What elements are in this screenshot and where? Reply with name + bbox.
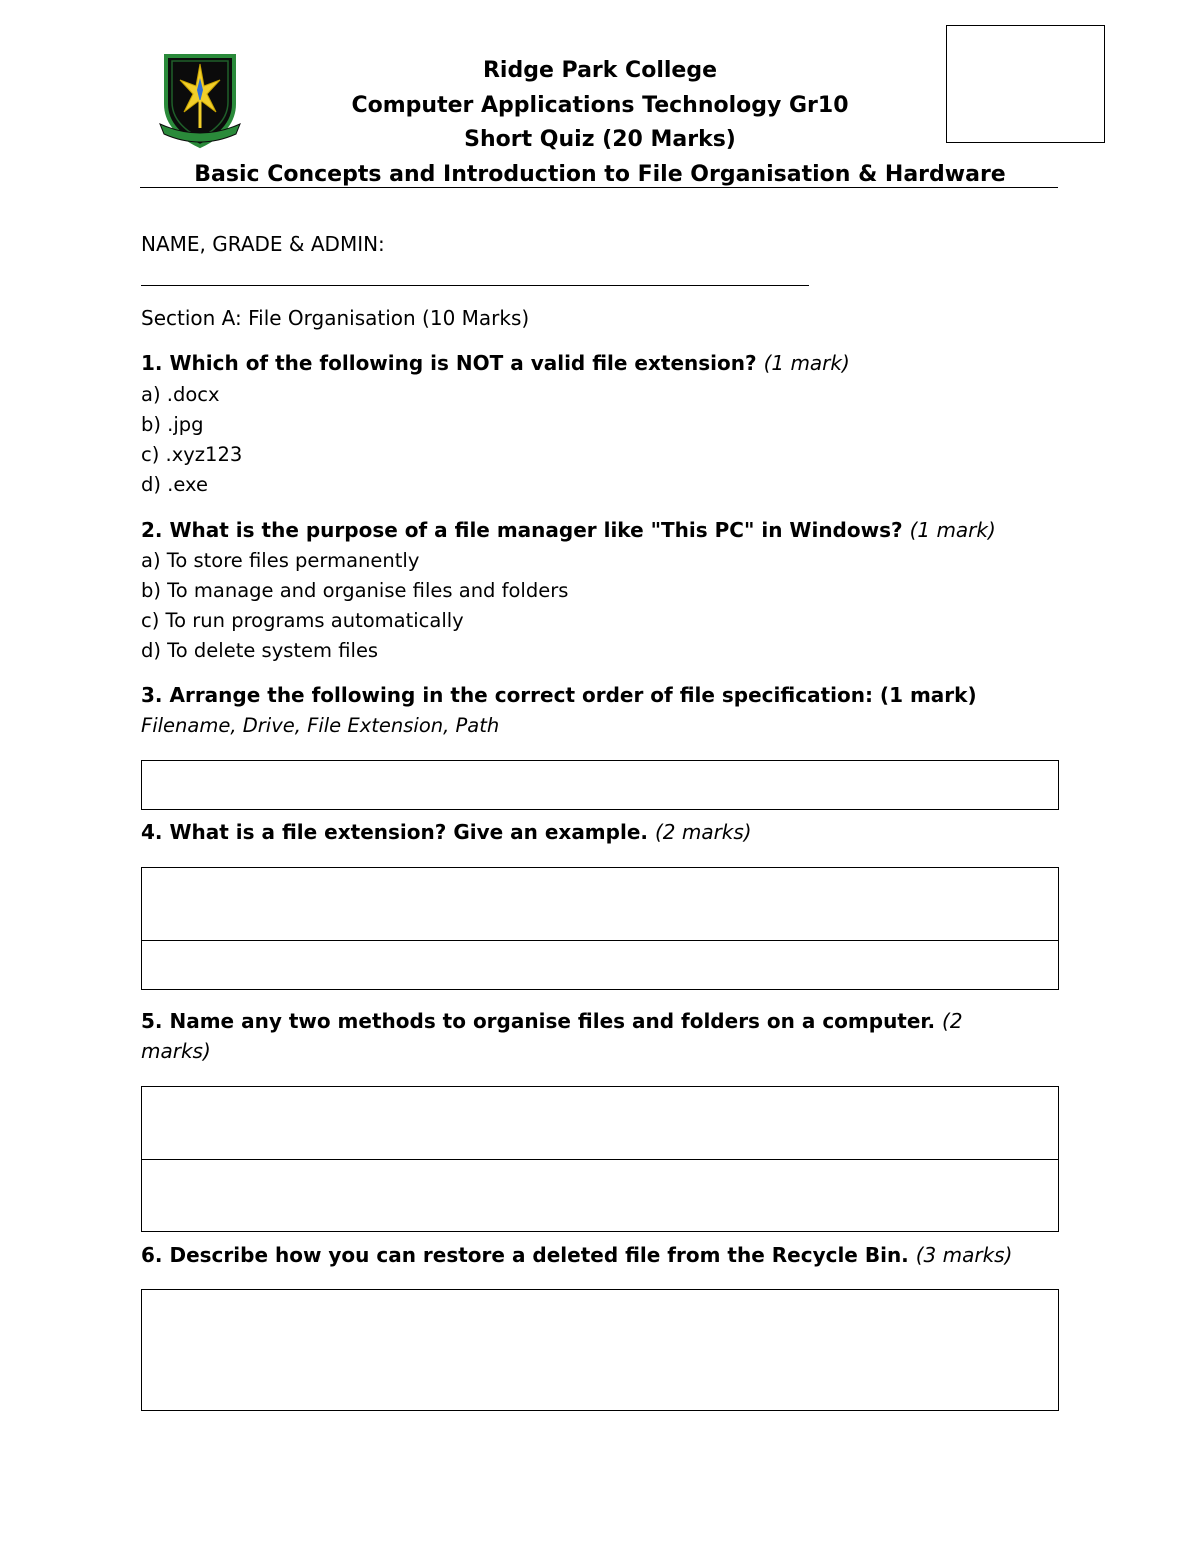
question-5	[141, 1009, 963, 1033]
quiz-header	[140, 54, 1060, 192]
question-4	[141, 820, 752, 844]
question-5-text: 5. Name any two methods to organise files and folders on a computer.	[141, 1009, 936, 1033]
question-4-answer-box[interactable]	[141, 867, 1059, 990]
question-1-option-b[interactable]: b) .jpg	[141, 413, 204, 436]
subject-title: Computer Applications Technology Gr10	[351, 92, 849, 118]
question-2-option-d[interactable]: d) To delete system files	[141, 639, 379, 662]
answer-row-divider	[142, 940, 1058, 941]
question-1-option-c[interactable]: c) .xyz123	[141, 443, 243, 466]
question-6-marks: (3 marks)	[915, 1243, 1013, 1267]
question-2	[141, 518, 996, 542]
section-a-title: Section A: File Organisation (10 Marks)	[141, 306, 530, 330]
question-1-marks: (1 mark)	[763, 351, 850, 375]
question-2-option-b[interactable]: b) To manage and organise files and folders	[141, 579, 569, 602]
question-1-text: 1. Which of the following is NOT a valid file extension?	[141, 351, 757, 375]
question-5-marks: (2	[942, 1009, 963, 1033]
question-6-text: 6. Describe how you can restore a deleted file from the Recycle Bin.	[141, 1243, 909, 1267]
question-2-text: 2. What is the purpose of a file manager like "This PC" in Windows?	[141, 518, 903, 542]
question-4-text: 4. What is a file extension? Give an example.	[141, 820, 648, 844]
question-3-items: Filename, Drive, File Extension, Path	[141, 714, 500, 737]
student-details-field[interactable]	[141, 285, 809, 286]
question-6-answer-box[interactable]	[141, 1289, 1059, 1411]
quiz-title: Short Quiz (20 Marks)	[464, 127, 736, 152]
answer-row-divider	[142, 1159, 1058, 1160]
question-3-text: 3. Arrange the following in the correct order of file specification: (1 mark)	[141, 683, 977, 707]
question-5-marks-continued	[141, 1039, 211, 1063]
question-6	[141, 1243, 1012, 1267]
question-3-answer-box[interactable]	[141, 760, 1059, 810]
topic-title: Basic Concepts and Introduction to File Organisation & Hardware	[194, 161, 1006, 187]
question-4-marks: (2 marks)	[654, 820, 752, 844]
question-2-option-c[interactable]: c) To run programs automatically	[141, 609, 464, 632]
header-divider	[140, 187, 1058, 188]
question-1	[141, 351, 850, 375]
question-2-option-a[interactable]: a) To store files permanently	[141, 549, 420, 572]
question-2-marks: (1 mark)	[909, 518, 996, 542]
question-1-option-a[interactable]: a) .docx	[141, 383, 220, 406]
school-name: Ridge Park College	[482, 58, 717, 83]
question-1-option-d[interactable]: d) .exe	[141, 473, 208, 496]
student-details-label: NAME, GRADE & ADMIN:	[141, 232, 385, 256]
question-5-answer-box[interactable]	[141, 1086, 1059, 1232]
question-5-marks-end: marks)	[141, 1039, 211, 1063]
